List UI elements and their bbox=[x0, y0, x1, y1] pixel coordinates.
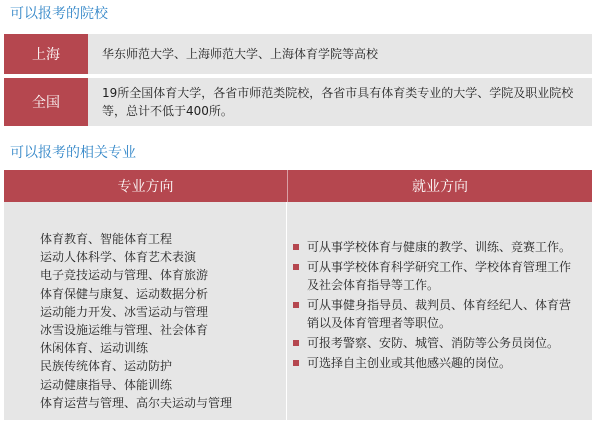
career-text: 可选择自主创业或其他感兴趣的岗位。 bbox=[307, 356, 512, 370]
major-item: 运动人体科学、体育艺术表演 bbox=[40, 250, 197, 265]
major-item: 运动能力开发、冰雪运动与管理 bbox=[40, 304, 209, 319]
career-text: 可从事学校体育科学研究工作、学校体育管理工作及社会体育指导等工作。 bbox=[307, 260, 572, 292]
header-career-direction: 就业方向 bbox=[412, 179, 468, 195]
major-item: 体育保健与康复、运动数据分析 bbox=[40, 286, 209, 301]
career-item bbox=[293, 354, 580, 372]
career-text: 可从事学校体育与健康的教学、训练、竞赛工作。 bbox=[307, 240, 572, 254]
square-bullet-icon bbox=[293, 302, 299, 308]
schools-section-title: 可以报考的院校 bbox=[10, 6, 108, 22]
major-item: 体育运营与管理、高尔夫运动与管理 bbox=[40, 395, 233, 410]
major-item: 冰雪设施运维与管理、社会体育 bbox=[40, 323, 209, 338]
square-bullet-icon bbox=[293, 340, 299, 346]
major-item: 休闲体育、运动训练 bbox=[40, 341, 149, 356]
career-item bbox=[293, 238, 580, 256]
majors-list bbox=[4, 202, 287, 420]
square-bullet-icon bbox=[293, 244, 299, 250]
majors-table bbox=[4, 170, 592, 420]
majors-table-body bbox=[4, 202, 592, 420]
careers-list bbox=[287, 202, 592, 420]
region-schools-text: 19所全国体育大学，各省市师范类院校，各省市具有体育类专业的大学、学院及职业院校等，总计不低于400所。 bbox=[102, 86, 574, 118]
career-item bbox=[293, 258, 580, 294]
majors-table-header bbox=[4, 170, 592, 202]
header-major-direction: 专业方向 bbox=[4, 170, 288, 202]
major-item: 电子竞技运动与管理、体育旅游 bbox=[40, 268, 209, 283]
schools-row-national bbox=[4, 78, 592, 126]
career-text: 可报考警察、安防、城管、消防等公务员岗位。 bbox=[307, 336, 560, 350]
region-label: 全国 bbox=[4, 78, 88, 126]
majors-section-title: 可以报考的相关专业 bbox=[10, 145, 136, 161]
schools-table bbox=[4, 34, 592, 126]
square-bullet-icon bbox=[293, 264, 299, 270]
major-item: 体育教育、智能体育工程 bbox=[40, 232, 173, 246]
major-item: 民族传统体育、运动防护 bbox=[40, 359, 173, 374]
major-item: 运动健康指导、体能训练 bbox=[40, 377, 173, 392]
career-item bbox=[293, 334, 580, 352]
schools-row-shanghai bbox=[4, 34, 592, 74]
square-bullet-icon bbox=[293, 360, 299, 366]
region-schools-text: 华东师范大学、上海师范大学、上海体育学院等高校 bbox=[102, 47, 379, 61]
career-item bbox=[293, 296, 580, 332]
career-text: 可从事健身指导员、裁判员、体育经纪人、体育营销以及体育管理者等职位。 bbox=[307, 298, 572, 330]
region-label: 上海 bbox=[4, 34, 88, 74]
